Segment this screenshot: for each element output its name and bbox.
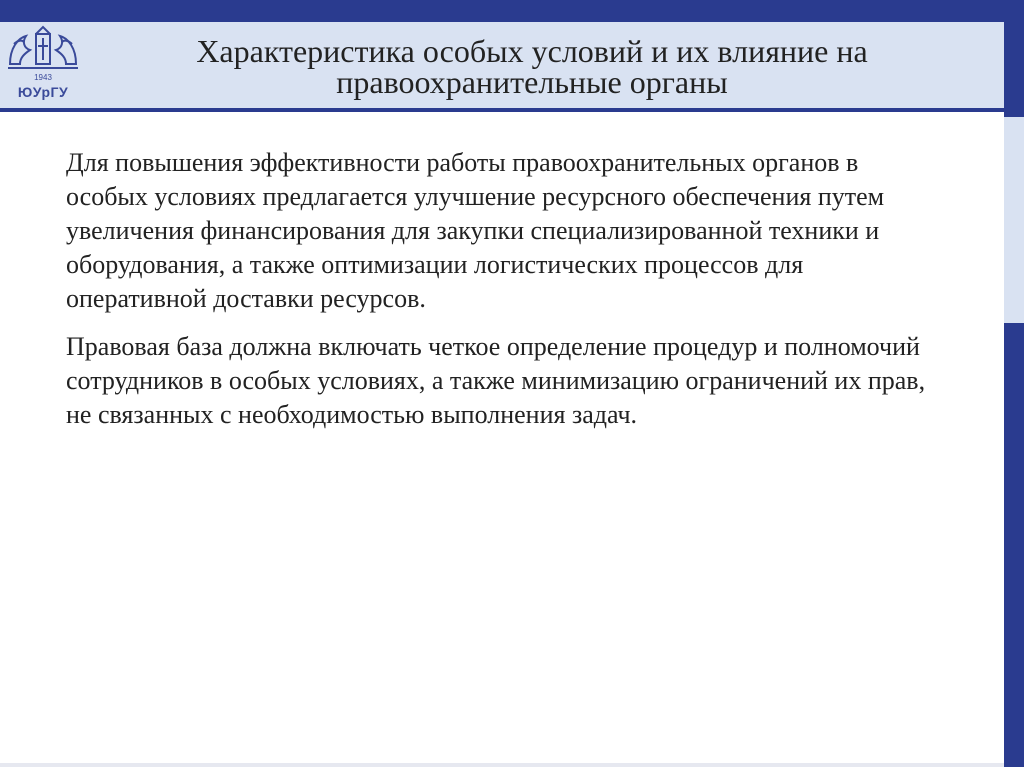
right-accent-highlight	[1004, 117, 1024, 323]
header-divider	[0, 108, 1004, 112]
title-line-2: правоохранительные органы	[336, 64, 728, 100]
top-accent-bar	[0, 0, 1024, 22]
university-logo	[4, 24, 82, 106]
university-emblem-icon	[4, 24, 82, 74]
body-paragraph-1: Для повышения эффективности работы правоохранительных органов в особых условиях предлагается улучшение ресурсного обеспечения путем увеличения финансирования для закупки специализированной техники и оборудования, а также оптимизации логистических процессов для оперативной доставки ресурсов.	[66, 148, 885, 313]
bottom-edge	[0, 763, 1004, 767]
right-accent-bar	[1004, 0, 1024, 767]
slide-body	[66, 146, 946, 446]
title-line-1: Характеристика особых условий и их влияние на	[196, 33, 868, 69]
logo-year: 1943	[34, 73, 52, 82]
page-title	[92, 33, 972, 100]
logo-text: ЮУрГУ	[17, 84, 69, 100]
body-paragraph-2: Правовая база должна включать четкое определение процедур и полномочий сотрудников в особых условиях, а также минимизацию ограничений их прав, не связанных с необходимостью выполнения задач.	[66, 332, 926, 429]
